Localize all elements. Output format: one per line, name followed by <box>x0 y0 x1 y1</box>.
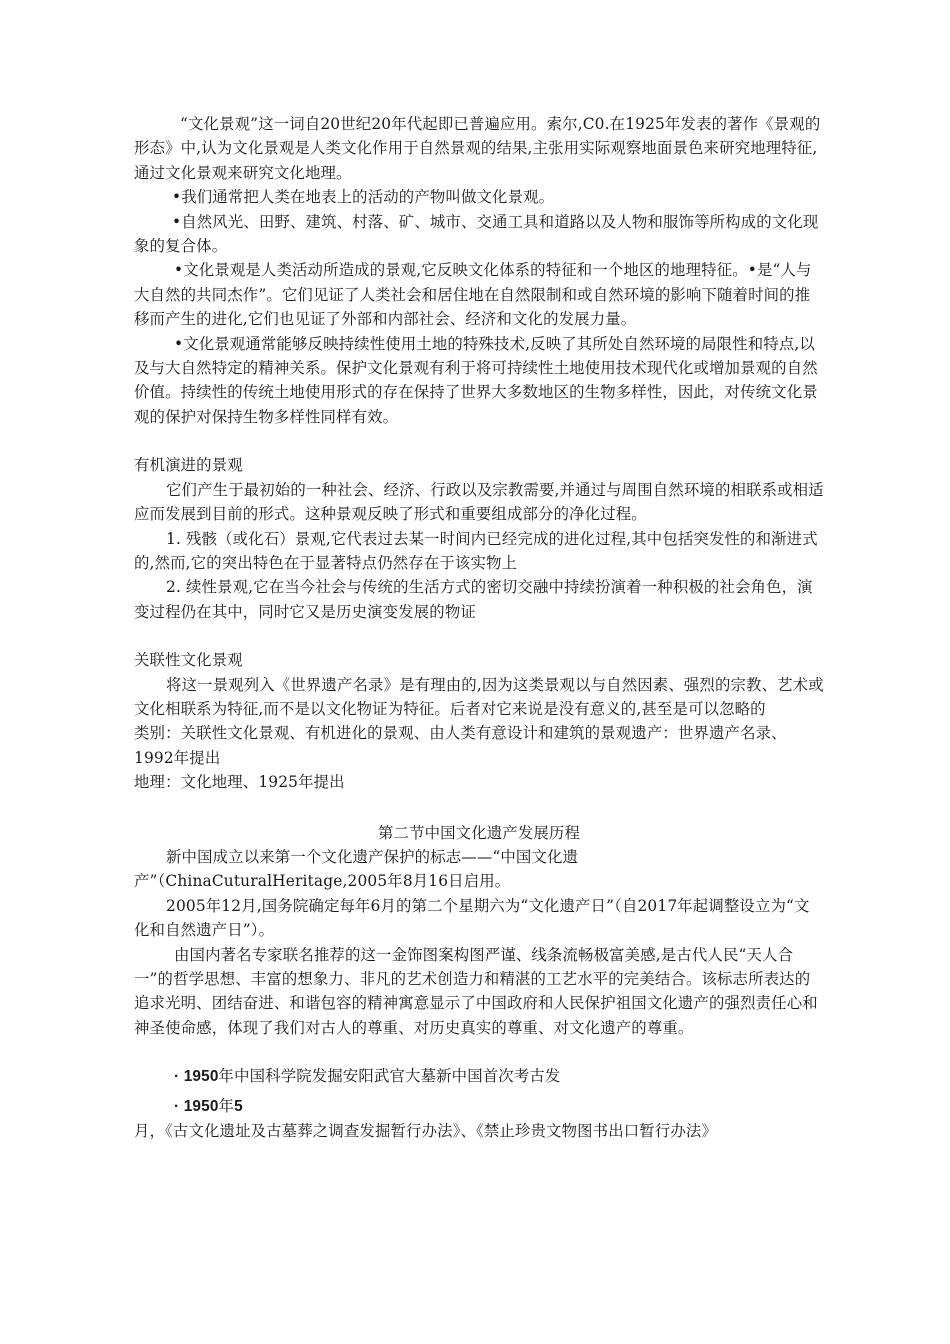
spacer <box>134 624 824 648</box>
bullet-year: · 1950 <box>174 1068 219 1086</box>
list-item-relict-landscape: 1. 残骸（或化石）景观,它代表过去某一时间内已经完成的进化过程,其中包括突发性的和渐进式的,然而,它的突出特色在于显著特点仍然存在于该实物上 <box>134 529 818 572</box>
bullet-1950-excavation <box>134 1064 824 1089</box>
bullet-text: 月，《古文化遗址及古墓葬之调查发掘暂行办法》、《禁止珍贵文物图书出口暂行办法》 <box>134 1122 717 1141</box>
list-item-continuing-landscape: 2. 续性景观,它在当今社会与传统的生活方式的密切交融中持续扮演着一种积极的社会角色，演变过程仍在其中，同时它又是历史演变发展的物证 <box>134 578 813 621</box>
bullet-cultural-complex: •自然风光、田野、建筑、村落、矿、城市、交通工具和道路以及人物和服饰等所构成的文化现象的复合体。 <box>134 212 819 256</box>
paragraph-geography: 地理：文化地理、1925年提出 <box>134 773 345 792</box>
bullet-1950-regulations <box>134 1094 824 1144</box>
bullet-human-activity-products: •我们通常把人类在地表上的活动的产物叫做文化景观。 <box>172 188 555 207</box>
heading-associative-landscape: 关联性文化景观 <box>134 651 243 670</box>
paragraph-cultural-landscape-definition: “文化景观”这一词自20世纪20年代起即已普遍应用。索尔,C0.在1925年发表的著作《景观的形态》中,认为文化景观是人类文化作用于自然景观的结果,主张用实际观察地面景色来研究地理特征,通过文化景观来研究文化地理。 <box>134 115 821 182</box>
bullet-human-landscape: •文化景观是人类活动所造成的景观,它反映文化体系的特征和一个地区的地理特征。•是“人与大自然的共同杰作”。它们见证了人类社会和居住地在自然限制和或自然环境的影响下随着时间的推移而产生的进化,它们也见证了外部和内部社会、经济和文化的发展力量。 <box>134 261 812 329</box>
bullet-text-year-suffix: 年 <box>218 1096 235 1115</box>
paragraph-logo-meaning: 由国内著名专家联名推荐的这一金饰图案构图严谨、线条流畅极富美感,是古代人民“天人合一”的哲学思想、丰富的想象力、非凡的艺术创造力和精湛的工艺水平的完美结合。该标志所表达的追求光明、团结奋进、和谐包容的精神寓意显示了中国政府和人民保护祖国文化遗产的强烈责任心和神圣使命感，体现了我们对古人的尊重、对历史真实的尊重、对文化遗产的尊重。 <box>134 945 818 1037</box>
paragraph-organic-intro: 它们产生于最初始的一种社会、经济、行政以及宗教需要,并通过与周围自然环境的相联系或相适应而发展到目前的形式。这种景观反映了形式和重要组成部分的净化过程。 <box>134 480 824 524</box>
bullet-land-use-technique: •文化景观通常能够反映持续性使用土地的特殊技术,反映了其所处自然环境的局限性和特点,以及与大自然特定的精神关系。保护文化景观有利于将可持续性土地使用技术现代化或增加景观的自然价值。持续性的传统土地使用形式的存在保持了世界大多数地区的生物多样性，因此，对传统文化景观的保护对保持生物多样性同样有效。 <box>134 334 818 426</box>
paragraph-associative-intro: 将这一景观列入《世界遗产名录》是有理由的,因为这类景观以与自然因素、强烈的宗教、艺术或文化相联系为特征,而不是以文化物证为特征。后者对它来说是没有意义的,甚至是可以忽略的 <box>134 675 824 718</box>
spacer <box>134 1040 824 1064</box>
section-title: 第二节中国文化遗产发展历程 <box>377 823 581 842</box>
spacer <box>134 795 824 821</box>
bullet-text: 年中国科学院发掘安阳武官大墓新中国首次考古发 <box>218 1067 561 1086</box>
paragraph-category: 类别：关联性文化景观、有机进化的景观、由人类有意设计和建筑的景观遗产：世界遗产名录、1992年提出 <box>134 724 787 767</box>
heading-organic-landscape: 有机演进的景观 <box>134 456 243 475</box>
paragraph-heritage-day: 2005年12月,国务院确定每年6月的第二个星期六为“文化遗产日”（自2017年起调整设立为“文化和自然遗产日”）。 <box>134 896 810 940</box>
bullet-year: · 1950 <box>174 1097 219 1115</box>
document-body <box>134 112 824 1143</box>
paragraph-heritage-logo: 新中国成立以来第一个文化遗产保护的标志——“中国文化遗产”（ChinaCuturalHeritage,2005年8月16日启用。 <box>134 847 579 891</box>
spacer <box>134 429 824 453</box>
bullet-month: 5 <box>234 1097 243 1115</box>
